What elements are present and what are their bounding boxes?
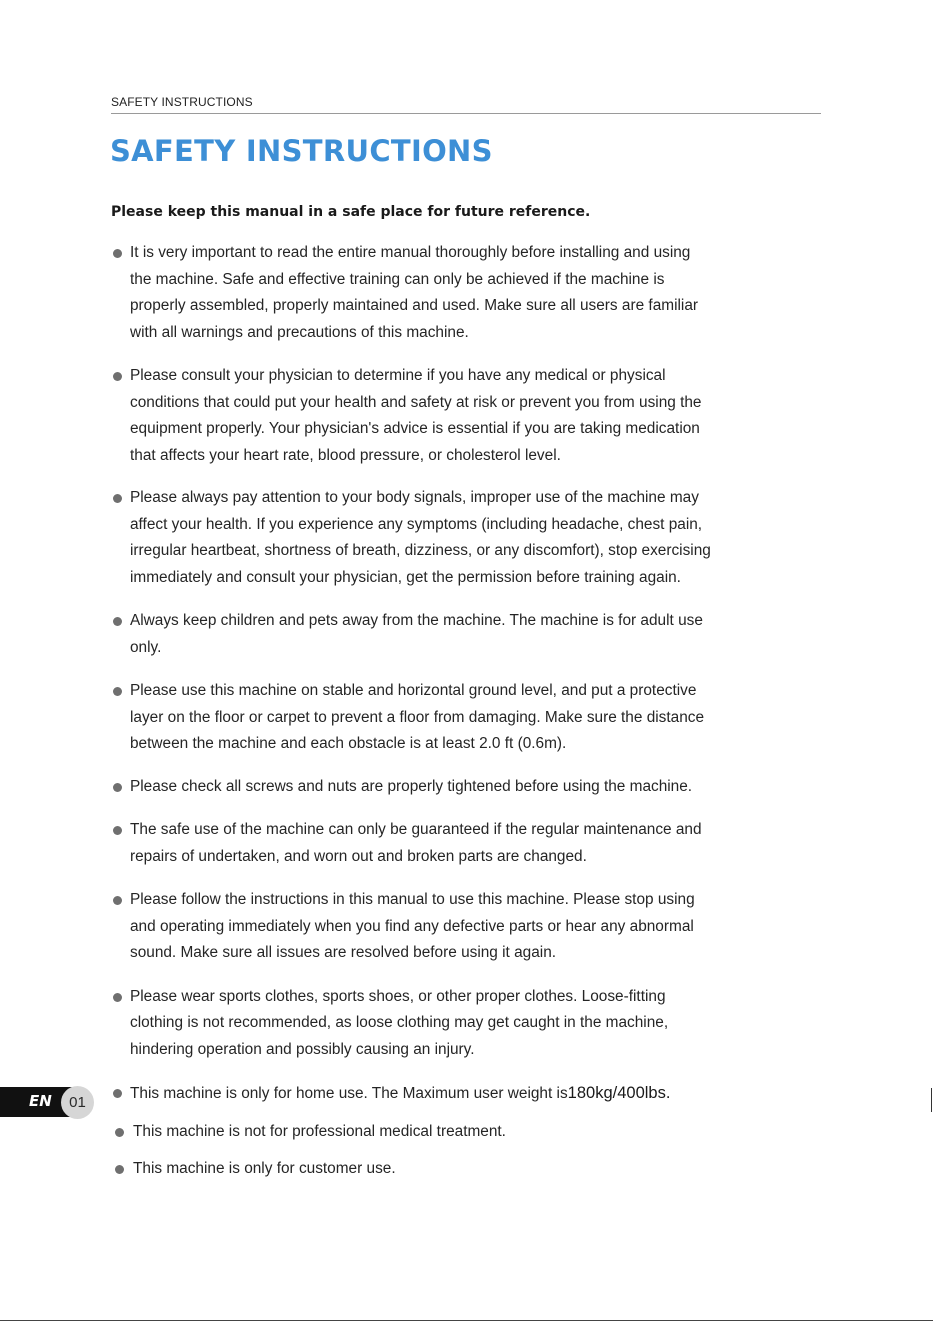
- intro-note: Please keep this manual in a safe place for future reference.: [111, 204, 591, 220]
- language-code: EN: [29, 1092, 52, 1110]
- bullet-icon: [113, 494, 122, 503]
- list-item: It is very important to read the entire manual thoroughly before installing and using the machine. Safe and effective training can only be achieved if the machine is properly assembled, properly maintained and used. Make sure all users are familiar with all warnings and precautions of this machine.: [111, 240, 826, 346]
- bullet-icon: [115, 1165, 124, 1174]
- list-item: This machine is only for customer use.: [111, 1156, 826, 1183]
- bullet-icon: [113, 617, 122, 626]
- bullet-icon: [113, 1089, 122, 1098]
- list-item: Always keep children and pets away from the machine. The machine is for adult use only.: [111, 608, 826, 661]
- max-weight-value: 180kg/400lbs.: [567, 1084, 671, 1102]
- bullet-icon: [113, 783, 122, 792]
- crop-mark: [931, 1088, 932, 1112]
- list-item: Please wear sports clothes, sports shoes, or other proper clothes. Loose-fitting clothing is not recommended, as loose clothing may get caught in the machine, hindering operation and possibly causing an injury.: [111, 984, 826, 1064]
- list-item: Please check all screws and nuts are properly tightened before using the machine.: [111, 774, 826, 801]
- page-title: SAFETY INSTRUCTIONS: [110, 134, 493, 168]
- bullet-icon: [113, 896, 122, 905]
- bullet-icon: [115, 1128, 124, 1137]
- bullet-icon: [113, 687, 122, 696]
- bullet-icon: [113, 993, 122, 1002]
- list-item: This machine is not for professional medical treatment.: [111, 1119, 826, 1146]
- header-divider: [111, 113, 821, 114]
- list-item: Please use this machine on stable and horizontal ground level, and put a protective layer on the floor or carpet to prevent a floor from damaging. Make sure the distance between the machine and each obstacle is at least 2.0 ft (0.6m).: [111, 678, 826, 758]
- bullet-icon: [113, 249, 122, 258]
- page-number-badge: [61, 1086, 94, 1119]
- page-number: 01: [69, 1094, 86, 1111]
- list-item: The safe use of the machine can only be guaranteed if the regular maintenance and repairs of undertaken, and worn out and broken parts are changed.: [111, 817, 826, 870]
- running-header: SAFETY INSTRUCTIONS: [111, 95, 253, 109]
- bullet-icon: [113, 826, 122, 835]
- list-item: Please follow the instructions in this manual to use this machine. Please stop using and operating immediately when you find any defective parts or hear any abnormal sound. Make sure all issues are resolved before using it again.: [111, 887, 826, 967]
- list-item: Please consult your physician to determine if you have any medical or physical conditions that could put your health and safety at risk or prevent you from using the equipment properly. Your physician's advice is essential if you are taking medication that affects your heart rate, blood pressure, or cholesterol level.: [111, 363, 826, 469]
- safety-list: [111, 240, 826, 1183]
- bottom-divider: [0, 1320, 933, 1321]
- bullet-icon: [113, 372, 122, 381]
- list-item-weight: This machine is only for home use. The Maximum user weight is180kg/400lbs.: [111, 1080, 826, 1108]
- list-item: Please always pay attention to your body signals, improper use of the machine may affect your health. If you experience any symptoms (including headache, chest pain, irregular heartbeat, shortness of breath, dizziness, or any discomfort), stop exercising immediately and consult your physician, get the permission before training again.: [111, 485, 826, 591]
